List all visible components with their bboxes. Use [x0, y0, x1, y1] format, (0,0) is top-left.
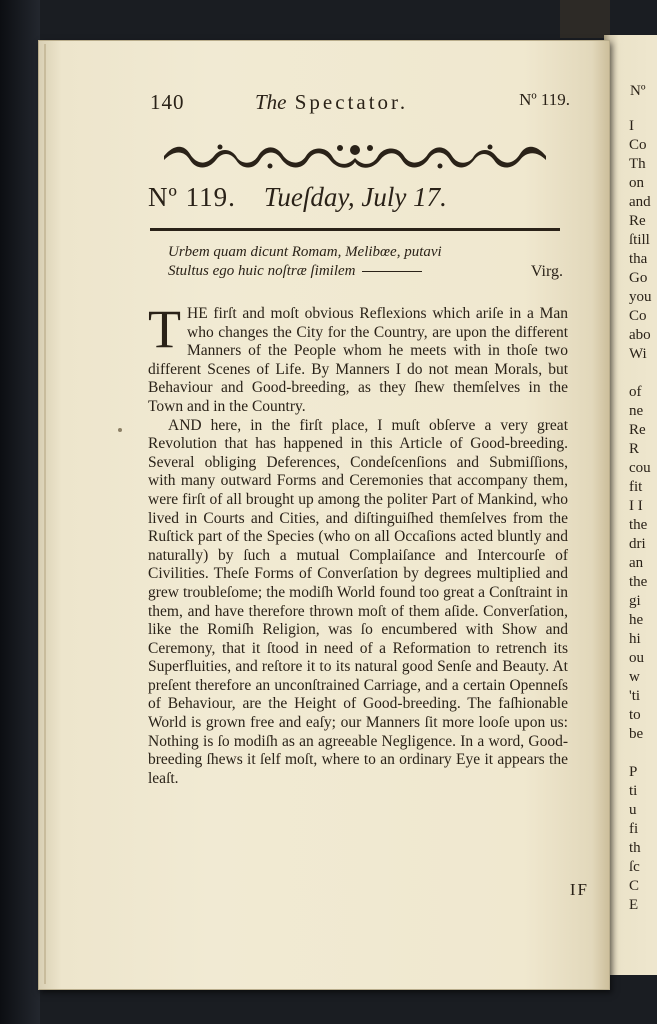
issue-number: Nº 119.	[148, 182, 236, 212]
issue-date: Tueſday, July 17.	[263, 182, 447, 212]
facing-page-fragment: to	[629, 707, 641, 723]
paragraph-1	[148, 299, 568, 417]
facing-page-fragment: abo	[629, 327, 651, 343]
page-gap	[560, 0, 610, 38]
essay-text	[148, 299, 568, 788]
facing-page-fragment: u	[629, 802, 637, 818]
facing-page-head: Nº	[630, 83, 646, 99]
paragraph-2: AND here, in the firſt place, I muſt obſerve a very great Revolution that has happened in this Article of Good-breeding. Several obliging Deferences, Condeſcenſions and Submiſſions, with many outward Forms and Ceremonies that accompany them, were firſt of all brought up among the politer Part of Mankind, who lived in Courts and Cities, and diſtinguiſhed themſelves from the Ruſtick part of the Species (who on all Occaſions acted bluntly and naturally) by ſuch a mutual Complaiſance and Intercourſe of Civilities. Theſe Forms of Converſation by degrees multiplied and grew troubleſome; the modiſh World found too great a Conſtraint in them, and have therefore thrown moſt of them aſide. Converſation, like the Romiſh Religion, was ſo encumbered with Show and Ceremony, that it ſtood in need of a Reformation to retrench its Superfluities, and reſtore it to its natural good Senſe and Beauty. At preſent therefore an unconſtrained Carriage, and a certain Openneſs of Behaviour, are the Height of Good-breeding. The faſhionable World is grown free and eaſy; our Manners ſit more looſe upon us: Nothing is ſo modiſh as an agreeable Negligence. In a word, Good-breeding ſhews it ſelf moſt, where to an ordinary Eye it appears the leaſt.	[148, 416, 568, 787]
facing-page-fragment: ſtill	[629, 232, 650, 248]
facing-page-fragment: cou	[629, 460, 651, 476]
facing-page-fragment: fit	[629, 479, 643, 495]
facing-page-fragment: E	[629, 897, 639, 913]
page-number: 140	[150, 90, 185, 114]
epigraph-author: Virg.	[530, 263, 563, 280]
facing-page-fragment: fi	[629, 821, 639, 837]
facing-page-fragment: Go	[629, 270, 648, 286]
facing-page-fragment: th	[629, 840, 641, 856]
drop-cap: T	[148, 299, 181, 359]
facing-page-fragment: I I	[629, 498, 643, 514]
facing-page-fragment: on	[629, 175, 644, 191]
running-title-prefix: The	[255, 90, 287, 114]
epigraph-line-2: Stultus ego huic noſtræ ſimilem	[168, 263, 356, 279]
facing-page-fragment: ti	[629, 783, 638, 799]
facing-page-fragment: an	[629, 555, 644, 571]
facing-page-fragment: P	[629, 764, 638, 780]
facing-page-fragment: gi	[629, 593, 641, 609]
facing-page-fragment: ne	[629, 403, 644, 419]
facing-page-fragment: Co	[629, 137, 647, 153]
facing-page-fragment: tha	[629, 251, 648, 267]
running-head	[150, 90, 570, 118]
facing-page-fragment: the	[629, 517, 648, 533]
facing-page-fragment: he	[629, 612, 644, 628]
issue-heading	[148, 182, 568, 218]
facing-page-fragment: you	[629, 289, 652, 305]
ink-spot	[118, 428, 122, 432]
running-title-text: Spectator.	[294, 90, 409, 114]
facing-page-fragment: I	[629, 118, 634, 134]
facing-page-fragment: be	[629, 726, 644, 742]
facing-page-fragment: ou	[629, 650, 644, 666]
facing-page-fragment: 'ti	[629, 688, 641, 704]
book-spine-shadow	[0, 0, 40, 1024]
running-title	[255, 90, 408, 115]
page-edge	[44, 44, 46, 984]
facing-page	[604, 35, 657, 975]
facing-page-fragment: Co	[629, 308, 647, 324]
epigraph-line-1: Urbem quam dicunt Romam, Melibœe, putavi	[168, 244, 442, 260]
epigraph-line-2-wrap	[168, 262, 563, 281]
facing-page-fragment: of	[629, 384, 642, 400]
facing-page-fragment: Re	[629, 213, 646, 229]
running-issue-number: Nº 119.	[519, 90, 570, 109]
facing-page-fragment: Th	[629, 156, 646, 172]
facing-page-fragment: and	[629, 194, 651, 210]
facing-page-fragment: dri	[629, 536, 646, 552]
facing-page-fragment: w	[629, 669, 640, 685]
facing-page-fragment: Wi	[629, 346, 647, 362]
paragraph-1-text: HE firſt and moſt obvious Reflexions which ariſe in a Man who changes the City for the Country, are upon the different Manners of the People whom he meets with in thoſe two different Scenes of Life. By Manners I do not mean Morals, but Behaviour and Good-breeding, as they ſhew themſelves in the Town and in the Country.	[148, 305, 568, 415]
catchword: IF	[569, 880, 589, 899]
facing-page-fragment: C	[629, 878, 640, 894]
facing-page-fragment: the	[629, 574, 648, 590]
ornament-band	[160, 140, 550, 172]
facing-page-fragment: R	[629, 441, 640, 457]
facing-page-fragment: Re	[629, 422, 646, 438]
facing-page-fragment: ſc	[629, 859, 640, 875]
epigraph-dash	[362, 271, 422, 272]
epigraph	[168, 243, 563, 281]
facing-page-fragment: hi	[629, 631, 641, 647]
heading-rule	[150, 228, 560, 231]
